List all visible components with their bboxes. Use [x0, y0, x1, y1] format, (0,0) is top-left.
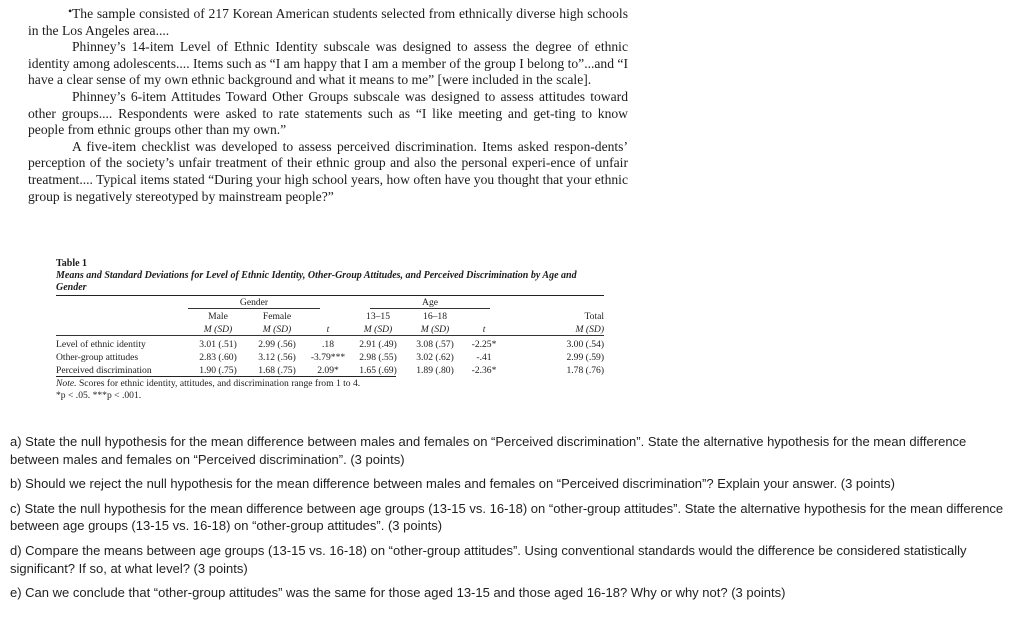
question-d: d) Compare the means between age groups (13-15 vs. 16-18) on “other-group attitudes”. Using conventional standards would the difference be considered statistically significant? If so, at what level? (3 points) [10, 542, 967, 576]
gender-group-header: Gender [188, 297, 320, 309]
male-header: Male [208, 311, 228, 322]
cell-age-16-18: 3.08 (.57) [416, 339, 454, 350]
cell-t-age: -2.36* [471, 365, 497, 376]
female-msd-header: M (SD) [262, 324, 292, 335]
statistics-table-block [56, 258, 604, 401]
question-list [10, 433, 1014, 609]
cell-male: 3.01 (.51) [199, 339, 237, 350]
row-label: Other-group attitudes [56, 352, 139, 363]
row-label: Perceived discrimination [56, 365, 152, 376]
cell-age-16-18: 1.89 (.80) [416, 365, 454, 376]
significance-note: *p < .05. ***p < .001. [56, 390, 142, 401]
cell-female: 3.12 (.56) [258, 352, 296, 363]
table-row [56, 337, 604, 350]
table-note [56, 378, 604, 389]
gender-t-header: t [326, 324, 330, 335]
cell-total: 3.00 (.54) [566, 339, 605, 350]
cell-t-gender: -3.79*** [310, 352, 346, 363]
cell-age-13-15: 2.98 (.55) [359, 352, 397, 363]
note-text: Scores for ethnic identity, attitudes, and discrimination range from 1 to 4. [78, 378, 361, 389]
cell-age-13-15: 2.91 (.49) [359, 339, 397, 350]
cell-male: 1.90 (.75) [199, 365, 237, 376]
table-title: Means and Standard Deviations for Level of Ethnic Identity, Other-Group Attitudes, and Perceived Discrimination by Age and Gender [56, 270, 577, 293]
cell-female: 2.99 (.56) [258, 339, 296, 350]
male-msd-header: M (SD) [203, 324, 233, 335]
cell-t-gender: 2.09* [317, 365, 339, 376]
question-b: b) Should we reject the null hypothesis for the mean difference between males and females on “Perceived discrimination”? Explain your answer. (3 points) [10, 476, 895, 492]
cell-male: 2.83 (.60) [199, 352, 237, 363]
question-a: a) State the null hypothesis for the mean difference between males and females on “Perceived discrimination”. State the alternative hypothesis for the mean difference between males and females on “Perceived discrimination”. (3 points) [10, 434, 967, 467]
row-label: Level of ethnic identity [56, 339, 146, 350]
female-header: Female [262, 311, 292, 322]
note-label: Note. [56, 378, 77, 389]
textbook-excerpt [28, 6, 628, 205]
cell-age-13-15: 1.65 (.69) [359, 365, 397, 376]
table-row [56, 350, 604, 363]
age1-msd-header: M (SD) [363, 324, 393, 335]
means-table [56, 296, 604, 376]
question-c: c) State the null hypothesis for the mean difference between age groups (13-15 vs. 16-18) on “other-group attitudes”. State the alternative hypothesis for the mean difference between age groups (13-15 vs. 16-18) on “other-group attitudes”. (3 points) [10, 500, 1004, 534]
table-row [56, 363, 604, 376]
table-subgroup-header-row [56, 309, 604, 322]
age-16-18-header: 16–18 [423, 311, 447, 322]
passage-other-group-attitudes: Phinney’s 6-item Attitudes Toward Other Groups subscale was designed to assess attitudes toward other groups.... Respondents were asked to rate statements such as “I like meeting and get-ting to know people from ethnic groups other than my own.” [28, 88, 628, 138]
cell-t-age: -2.25* [471, 339, 497, 350]
age2-msd-header: M (SD) [420, 324, 450, 335]
cell-female: 1.68 (.75) [258, 365, 296, 376]
cell-age-16-18: 3.02 (.62) [416, 352, 454, 363]
age-t-header: t [482, 324, 486, 335]
cell-t-age: -.41 [476, 352, 492, 363]
total-msd-header: M (SD) [575, 324, 605, 335]
passage-discrimination: A five-item checklist was developed to assess perceived discrimination. Items asked respon-dents’ perception of the society’s unfair treatment of their ethnic group and also the personal experi-ence of unfair treatment.... Typical items stated “During your high school years, how often have you thought that your ethnic group is negatively stereotyped by mainstream people?” [28, 138, 628, 204]
total-header: Total [584, 311, 605, 322]
table-stat-header-row [56, 322, 604, 336]
table-group-header-row [56, 296, 604, 309]
cell-total: 1.78 (.76) [566, 365, 605, 376]
question-e: e) Can we conclude that “other-group attitudes” was the same for those aged 13-15 and those aged 16-18? Why or why not? (3 points) [10, 585, 786, 601]
passage-sample: The sample consisted of 217 Korean American students selected from ethnically diverse high schools in the Los Angeles area.... [28, 6, 628, 38]
table-bottom-rule [56, 376, 396, 377]
bullet-mark: • [68, 4, 73, 18]
age-13-15-header: 13–15 [366, 311, 390, 322]
cell-total: 2.99 (.59) [566, 352, 605, 363]
passage-ethnic-identity: Phinney’s 14-item Level of Ethnic Identity subscale was designed to assess the degree of ethnic identity among adolescents.... Items such as “I am happy that I am a member of the group I belong to”...and “I have a clear sense of my own ethnic background and what it means to me” [were included in the scale]. [28, 39, 628, 88]
table-label: Table 1 [56, 258, 88, 269]
age-group-header: Age [370, 297, 490, 309]
cell-t-gender: .18 [322, 339, 334, 350]
